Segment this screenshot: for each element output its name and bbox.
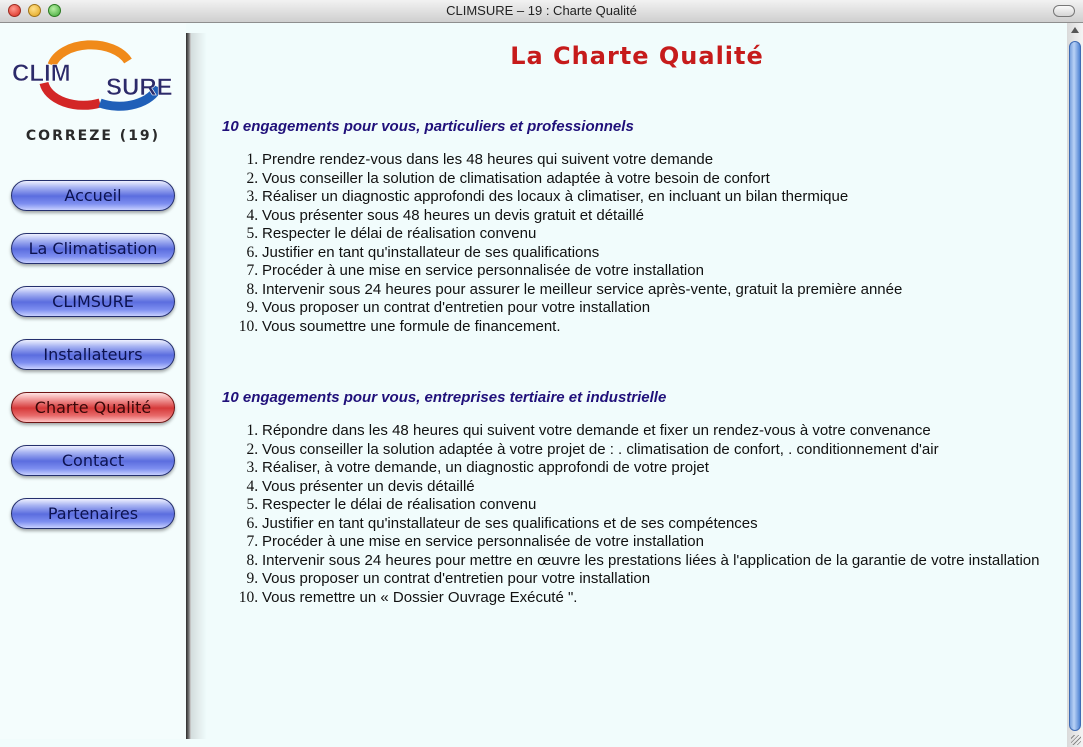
sidebar: [0, 23, 186, 739]
list-item: [262, 422, 1062, 441]
logo-subtitle: CORREZE (19): [25, 128, 161, 144]
list-item: [262, 533, 1062, 552]
window-title: CLIMSURE – 19 : Charte Qualité: [446, 3, 637, 18]
page-title: La Charte Qualité: [510, 42, 764, 70]
list-item-text: Vous proposer un contrat d'entretien pour votre installation: [262, 299, 651, 316]
logo-word-right: SURE: [106, 74, 173, 101]
list-item: [262, 262, 1062, 281]
nav-button-accueil[interactable]: Accueil: [11, 180, 175, 211]
list-item: [262, 207, 1062, 226]
list-item: [262, 244, 1062, 263]
list-item-text: Vous conseiller la solution de climatisation adaptée à votre besoin de confort: [262, 169, 770, 187]
list-item-text: Vous proposer un contrat d'entretien pour votre installation: [262, 570, 651, 587]
list-item-text: Vous remettre un « Dossier Ouvrage Exécuté ".: [262, 588, 578, 606]
list-item-text: Justifier en tant qu'installateur de ses qualifications: [262, 243, 600, 261]
list-item-text: Vous soumettre une formule de financement.: [262, 317, 561, 335]
list-item-text: Respecter le délai de réalisation convenu: [262, 225, 537, 242]
nav-button-installateurs[interactable]: Installateurs: [11, 339, 175, 370]
list-item-text: Justifier en tant qu'installateur de ses qualifications et de ses compétences: [262, 514, 758, 532]
list-item-text: Prendre rendez-vous dans les 48 heures qui suivent votre demande: [262, 151, 714, 168]
nav-button-partenaires[interactable]: Partenaires: [11, 498, 175, 529]
engagements-list-particuliers: [222, 151, 1062, 336]
list-item: [262, 170, 1062, 189]
list-item-text: Intervenir sous 24 heures pour assurer le meilleur service après-vente, gratuit la première année: [262, 280, 903, 298]
list-item: [262, 570, 1062, 589]
list-item: [262, 151, 1062, 170]
list-item-text: Réaliser un diagnostic approfondi des locaux à climatiser, en incluant un bilan thermique: [262, 188, 849, 205]
window-titlebar: [0, 0, 1083, 23]
list-item: [262, 441, 1062, 460]
list-item: [262, 515, 1062, 534]
divider-shadow: [191, 33, 207, 739]
climsure-logo: [10, 35, 180, 115]
list-item-text: Répondre dans les 48 heures qui suivent votre demande et fixer un rendez-vous à votre convenance: [262, 422, 931, 439]
list-item-text: Intervenir sous 24 heures pour mettre en œuvre les prestations liées à l'application de la garantie de votre installation: [262, 551, 1040, 569]
list-item: [262, 225, 1062, 244]
toolbar-toggle-button[interactable]: [1053, 5, 1075, 17]
list-item: [262, 552, 1062, 571]
list-item-text: Respecter le délai de réalisation convenu: [262, 496, 537, 513]
resize-grip-icon[interactable]: [1071, 735, 1081, 745]
list-item-text: Réaliser, à votre demande, un diagnostic approfondi de votre projet: [262, 459, 709, 476]
list-item: [262, 188, 1062, 207]
scroll-up-arrow-icon[interactable]: [1071, 27, 1079, 33]
main-content: [222, 23, 1052, 739]
nav-button-contact[interactable]: Contact: [11, 445, 175, 476]
list-item: [262, 589, 1062, 608]
vertical-scrollbar[interactable]: [1067, 23, 1083, 747]
page-content: [0, 23, 1067, 747]
engagements-list-entreprises: [222, 422, 1062, 607]
list-item-text: Vous présenter un devis détaillé: [262, 477, 475, 495]
list-item: [262, 478, 1062, 497]
logo-word-left: CLIM: [12, 60, 71, 87]
nav-button-charte-qualite[interactable]: Charte Qualité: [11, 392, 175, 423]
list-item-text: Vous présenter sous 48 heures un devis gratuit et détaillé: [262, 206, 644, 224]
section-heading-particuliers: 10 engagements pour vous, particuliers et professionnels: [222, 118, 634, 135]
list-item-text: Procéder à une mise en service personnalisée de votre installation: [262, 533, 704, 550]
list-item: [262, 459, 1062, 478]
nav-button-climsure[interactable]: CLIMSURE: [11, 286, 175, 317]
list-item: [262, 281, 1062, 300]
list-item: [262, 299, 1062, 318]
list-item-text: Procéder à une mise en service personnalisée de votre installation: [262, 262, 704, 279]
scrollbar-thumb[interactable]: [1069, 41, 1081, 731]
section-heading-entreprises: 10 engagements pour vous, entreprises tertiaire et industrielle: [222, 389, 667, 406]
list-item: [262, 496, 1062, 515]
nav-button-la-climatisation[interactable]: La Climatisation: [11, 233, 175, 264]
list-item: [262, 318, 1062, 337]
list-item-text: Vous conseiller la solution adaptée à votre projet de : . climatisation de confort, . conditionnement d'air: [262, 440, 939, 458]
